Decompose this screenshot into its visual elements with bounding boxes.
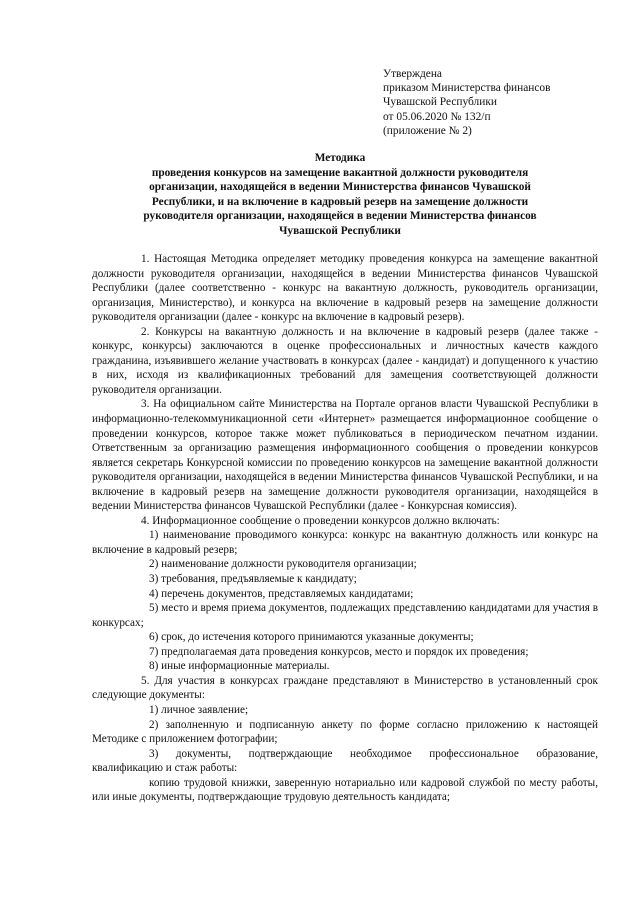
list-item: 1) личное заявление; [149,703,249,716]
list-item: 5) место и время приема документов, подлежащих представлению кандидатами для участия в конкурсах; [92,602,598,629]
paragraph-2: 2. Конкурсы на вакантную должность и на включение в кадровый резерв (далее также - конкурс, конкурсы) заключаются в оценке профессиональных и личностных качеств каждого гражданина, изъявившего желание участвовать в конкурсах (далее - кандидат) и допущенного к участию в них, исходя из квалификационных требований для замещения соответствующей должности руководителя организации. [92,325,598,396]
list-item: 1) наименование проводимого конкурса: конкурс на вакантную должность или конкурс на включение в кадровый резерв; [92,529,598,556]
document-title [92,151,588,239]
approval-line: приказом Министерства финансов [383,82,551,95]
approval-line: Утверждена [383,68,442,80]
title-line: организации, находящейся в ведении Министерства финансов Чувашской [149,181,531,194]
list-item: копию трудовой книжки, заверенную нотариально или кадровой службой по месту работы, или иные документы, подтверждающие трудовую деятельность кандидата; [92,776,598,804]
paragraph-3: 3. На официальном сайте Министерства на Портале органов власти Чувашской Республики в информационно-телекоммуникационной сети «Интернет» размещается информационное сообщение о проведении конкурсов, которое также может публиковаться в периодическом печатном издании. Ответственным за организацию размещения информационного сообщения о проведении конкурсов является секретарь Конкурсной комиссии по проведению конкурсов на замещение вакантной должности руководителя организации, находящейся в ведении Министерства финансов Чувашской Республики, и на включение в кадровый резерв на замещение должности руководителя организации, находящейся в ведении Министерства финансов Чувашской Республики (далее - Конкурсная комиссия). [92,398,598,513]
paragraph-4: 4. Информационное сообщение о проведении конкурсов должно включать: [141,514,500,527]
title-line: Республики, и на включение в кадровый резерв на замещение должности [151,195,529,208]
approval-line: Чувашской Республики [383,96,497,109]
list-item: 2) заполненную и подписанную анкету по форме согласно приложению к настоящей Методике с приложением фотографии; [92,718,598,746]
title-heading: Методика [314,152,366,164]
approval-line: от 05.06.2020 № 132/п [383,110,491,123]
list-item: 8) иные информационные материалы. [149,660,330,673]
list-item: 2) наименование должности руководителя организации; [149,558,417,571]
title-line: руководителя организации, находящейся в ведении Министерства финансов [143,210,537,223]
list-item: 4) перечень документов, представляемых кандидатами; [149,587,414,600]
list-item: 3) требования, предъявляемые к кандидату; [149,573,357,586]
approval-line: (приложение № 2) [383,124,472,137]
title-line: проведения конкурсов на замещение вакантной должности руководителя [151,166,529,179]
paragraph-5: 5. Для участия в конкурсах граждане представляют в Министерство в установленный срок следующие документы: [92,674,598,702]
approval-stamp [383,67,623,138]
list-item: 6) срок, до истечения которого принимаются указанные документы; [149,631,474,644]
title-line: Чувашской Республики [279,224,401,237]
document-body [92,252,598,805]
list-item: 3) документы, подтверждающие необходимое профессиональное образование, квалификацию и стаж работы: [92,747,598,775]
list-item: 7) предполагаемая дата проведения конкурсов, место и порядок их проведения; [149,645,529,658]
paragraph-1: 1. Настоящая Методика определяет методику проведения конкурса на замещение вакантной должности руководителя организации, находящейся в ведении Министерства финансов Чувашской Республики (далее соответственно - конкурс на вакантную должность, руководитель организации, организация, Министерство), и конкурса на включение в кадровый резерв на замещение должности руководителя организации (далее - конкурс на включение в кадровый резерв). [92,253,598,324]
